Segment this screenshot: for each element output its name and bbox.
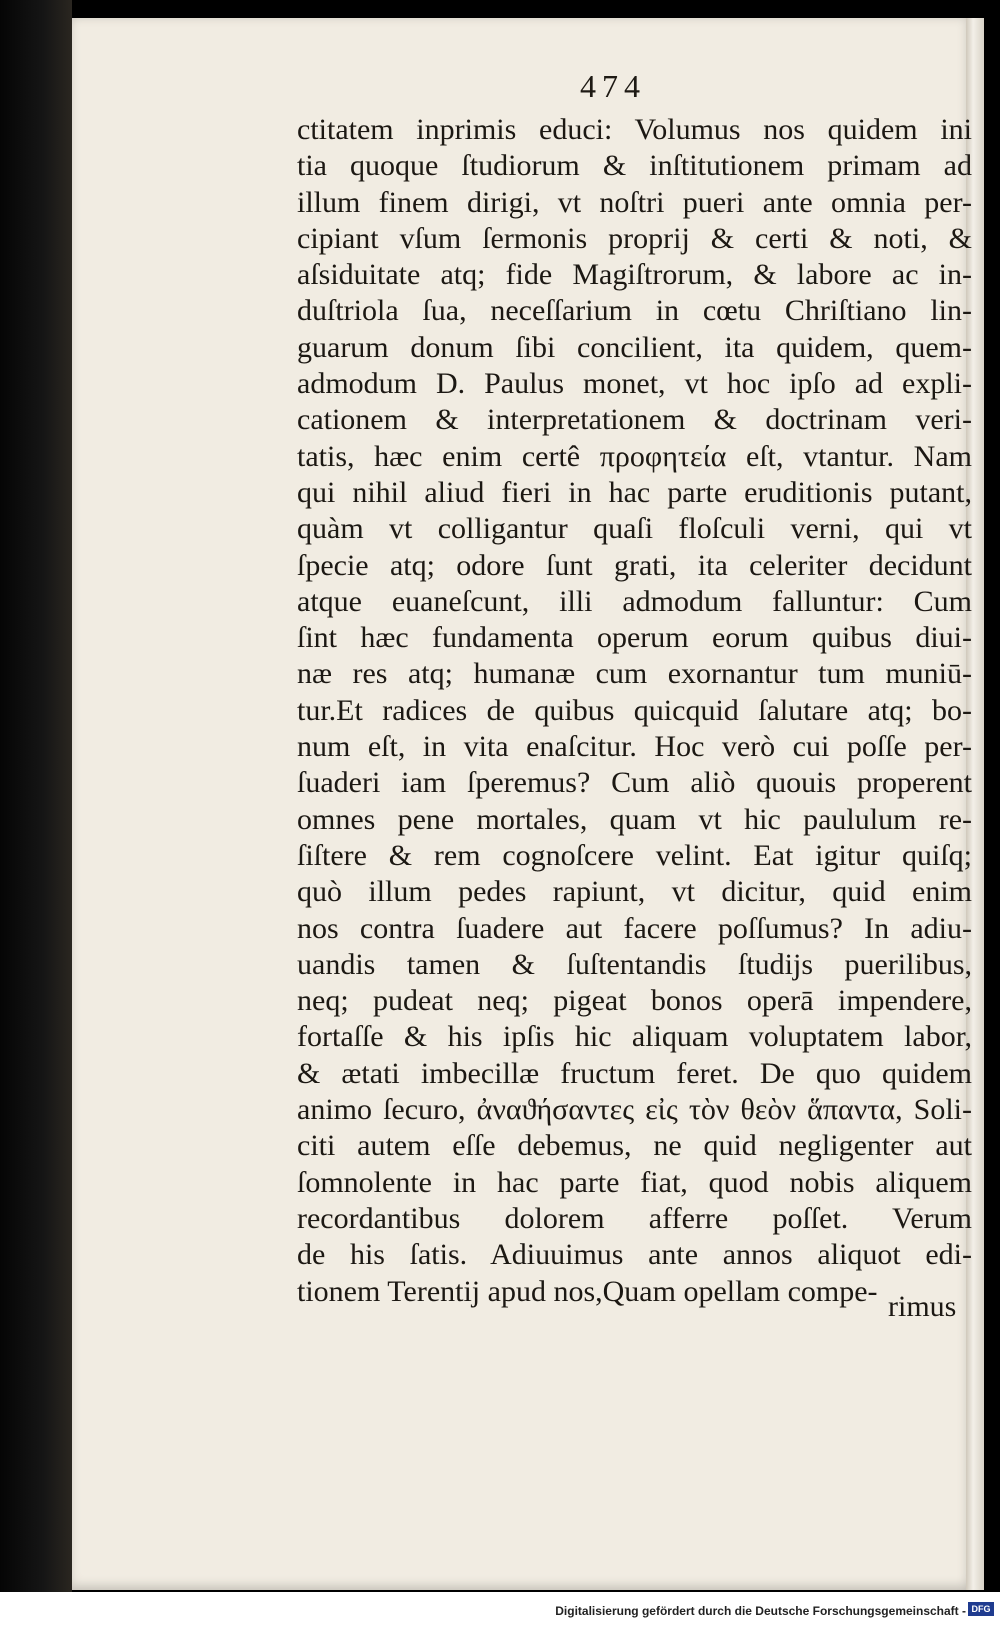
text-line: tatis, hæc enim certê προφητεία eſt, vtantur. Nam: [297, 439, 972, 473]
text-line: fortaſſe & his ipſis hic aliquam voluptatem labor,: [297, 1020, 972, 1054]
text-line: ſiſtere & rem cognoſcere velint. Eat igitur quiſq;: [297, 838, 972, 872]
text-line: citi autem eſſe debemus, ne quid negligenter aut: [297, 1129, 972, 1163]
text-line: animo ſecuro, ἀναϑήσαντες εἰς τὸν θεὸν ἅπαντα, Soli-: [297, 1093, 972, 1127]
text-line: & ætati imbecillæ fructum feret. De quo quidem: [297, 1056, 972, 1090]
text-line: næ res atq; humanæ cum exornantur tum muniū-: [297, 657, 972, 691]
scan-left-gutter: [0, 0, 72, 1625]
text-line: illum finem dirigi, vt noſtri pueri ante omnia per-: [297, 185, 972, 219]
text-line: tur.Et radices de quibus quicquid ſalutare atq; bo-: [297, 693, 972, 727]
body-text: [297, 112, 972, 1310]
text-line: aſsiduitate atq; fide Magiſtrorum, & labore ac in-: [297, 258, 972, 292]
text-line: guarum donum ſibi concilient, ita quidem, quem-: [297, 330, 972, 364]
text-line: uandis tamen & ſuſtentandis ſtudijs puerilibus,: [297, 947, 972, 981]
text-line: quàm vt colligantur quaſi floſculi verni, qui vt: [297, 512, 972, 546]
text-line: cipiant vſum ſermonis proprij & certi & noti, &: [297, 221, 972, 255]
text-line: ſomnolente in hac parte fiat, quod nobis aliquem: [297, 1165, 972, 1199]
dfg-logo-icon: DFG: [968, 1602, 994, 1616]
page-number: 474: [580, 68, 646, 104]
footer-credit: Digitalisierung gefördert durch die Deutsche Forschungsgemeinschaft -: [555, 1604, 966, 1618]
text-line: quò illum pedes rapiunt, vt dicitur, quid enim: [297, 875, 972, 909]
text-line: atque euaneſcunt, illi admodum falluntur: Cum: [297, 584, 972, 618]
text-line: admodum D. Paulus monet, vt hoc ipſo ad expli-: [297, 367, 972, 401]
text-line: ſpecie atq; odore ſunt grati, ita celeriter decidunt: [297, 548, 972, 582]
text-line: recordantibus dolorem afferre poſſet. Verum: [297, 1201, 972, 1235]
text-line: ctitatem inprimis educi: Volumus nos quidem ini: [297, 113, 972, 146]
text-line: cationem & interpretationem & doctrinam veri-: [297, 403, 972, 437]
text-line: num eſt, in vita enaſcitur. Hoc verò cui poſſe per-: [297, 730, 972, 764]
text-line: tionem Terentij apud nos,Quam opellam compe-: [297, 1274, 878, 1308]
text-line: tia quoque ſtudiorum & inſtitutionem primam ad: [297, 149, 972, 183]
text-line: omnes pene mortales, quam vt hic paululum re-: [297, 802, 972, 836]
catchword: rimus: [888, 1290, 957, 1323]
text-line: ſuaderi iam ſperemus? Cum aliò quouis properent: [297, 766, 972, 800]
text-line: ſint hæc fundamenta operum eorum quibus diui-: [297, 621, 972, 655]
text-line: qui nihil aliud fieri in hac parte eruditionis putant,: [297, 475, 972, 509]
text-line: duſtriola ſua, neceſſarium in cœtu Chriſtiano lin-: [297, 294, 972, 328]
text-line: neq; pudeat neq; pigeat bonos operā impendere,: [297, 984, 972, 1018]
text-line: de his ſatis. Adiuuimus ante annos aliquot edi-: [297, 1238, 972, 1272]
text-line: nos contra ſuadere aut facere poſſumus? In adiu-: [297, 911, 972, 945]
